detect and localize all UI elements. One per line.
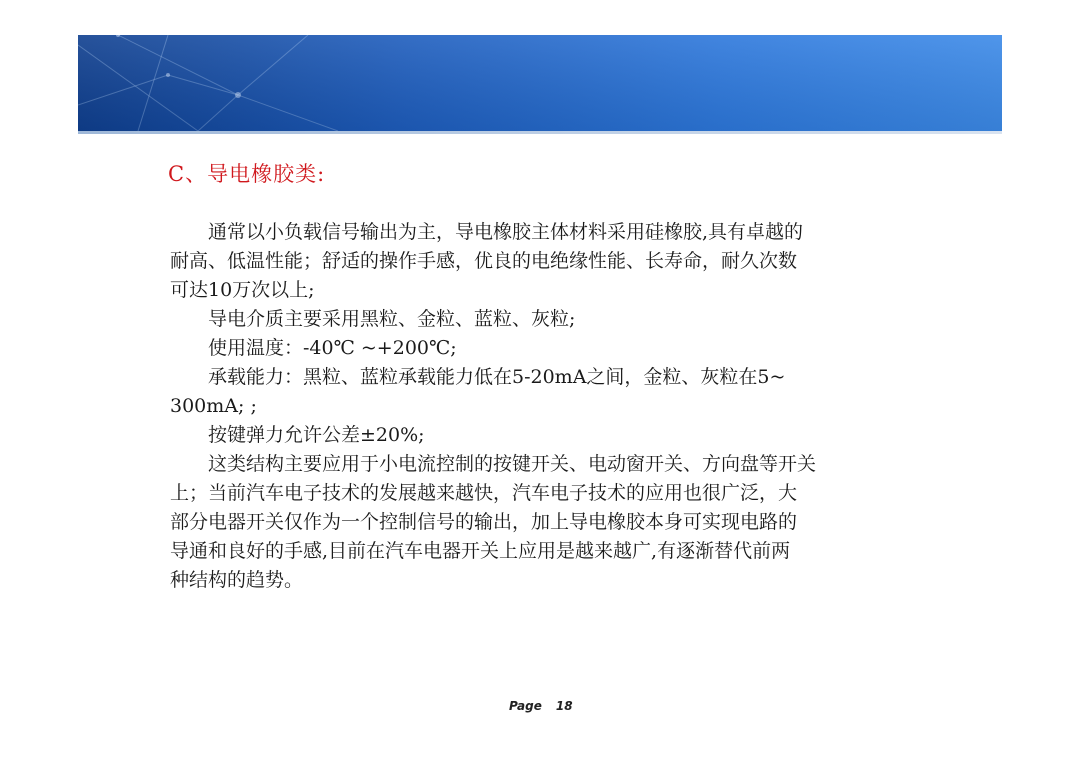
page-number: 18	[555, 699, 573, 713]
paragraph-line: 承载能力：黑粒、蓝粒承载能力低在5-20mA之间，金粒、灰粒在5~	[208, 366, 786, 388]
paragraph-line: 按键弹力允许公差±20%;	[208, 424, 425, 446]
paragraph-line: 耐高、低温性能；舒适的操作手感，优良的电绝缘性能、长寿命，耐久次数	[170, 250, 798, 272]
network-decoration	[78, 35, 1002, 131]
paragraph-line: 300mA; ;	[170, 395, 257, 417]
paragraph-line: 可达10万次以上;	[170, 279, 315, 301]
paragraph-line: 上；当前汽车电子技术的发展越来越快，汽车电子技术的应用也很广泛，大	[170, 482, 798, 504]
header-banner	[78, 35, 1002, 131]
page-footer	[509, 699, 573, 713]
paragraph-line: 这类结构主要应用于小电流控制的按键开关、电动窗开关、方向盘等开关	[208, 453, 817, 475]
paragraph-line: 使用温度：-40℃ ~+200℃;	[208, 337, 457, 359]
paragraph-line: 通常以小负载信号输出为主，导电橡胶主体材料采用硅橡胶,具有卓越的	[208, 221, 804, 243]
section-heading: C、导电橡胶类:	[168, 162, 326, 186]
paragraph-line: 导通和良好的手感,目前在汽车电器开关上应用是越来越广,有逐渐替代前两	[170, 540, 791, 562]
body-text	[170, 218, 960, 595]
banner-divider	[78, 131, 1002, 134]
paragraph-line: 导电介质主要采用黑粒、金粒、蓝粒、灰粒;	[208, 308, 576, 330]
paragraph-line: 部分电器开关仅作为一个控制信号的输出，加上导电橡胶本身可实现电路的	[170, 511, 798, 533]
paragraph-line: 种结构的趋势。	[170, 569, 304, 591]
page-label: Page	[509, 699, 542, 713]
